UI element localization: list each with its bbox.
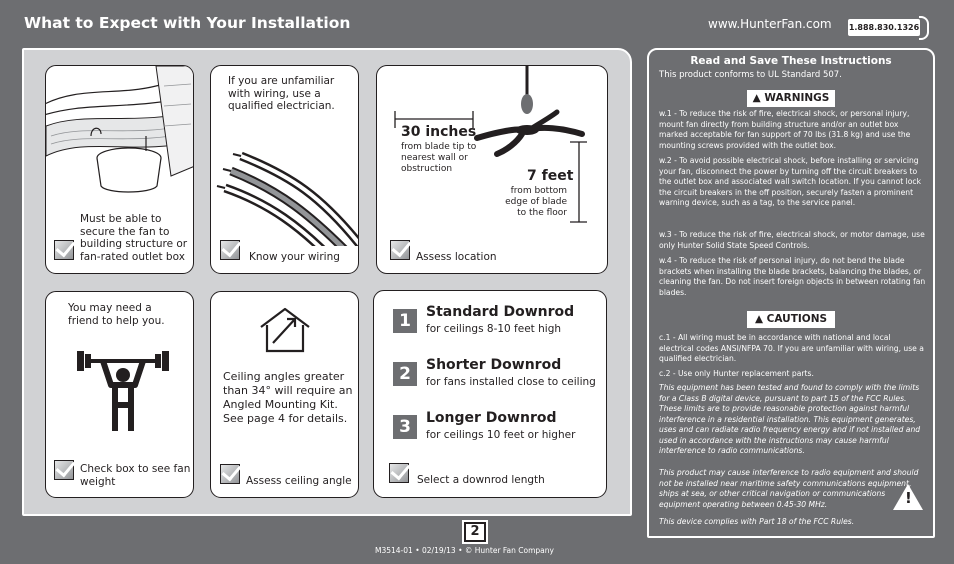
downrod-sub-3: for ceilings 10 feet or higher xyxy=(426,429,576,441)
footer-doc-info: M3514-01 • 02/19/13 • © Hunter Fan Company xyxy=(375,546,554,555)
sidebar-heading: Read and Save These Instructions xyxy=(690,55,892,67)
fan-weight-checkbox[interactable] xyxy=(54,460,74,480)
step-number-2: 2 xyxy=(393,362,417,386)
warning-triangle-icon: ▲ xyxy=(752,92,765,104)
card-mount xyxy=(45,65,194,274)
phone-number: 1.888.830.1326 xyxy=(848,19,920,36)
wiring-advice-text: If you are unfamiliar with wiring, use a qualified electrician. xyxy=(228,75,335,112)
ceiling-angle-checkbox[interactable] xyxy=(220,464,240,484)
page-number: 2 xyxy=(464,522,486,542)
warning-w3: w.3 - To reduce the risk of fire, electrical shock, or motor damage, use only Hunter Solid State Speed Controls. xyxy=(659,230,925,250)
distance-wall-desc: from blade tip to nearest wall or obstruction xyxy=(401,142,477,174)
step-number-3: 3 xyxy=(393,415,417,439)
location-check-label: Assess location xyxy=(416,251,497,263)
page-title: What to Expect with Your Installation xyxy=(24,14,351,32)
header-curl-decoration xyxy=(919,16,929,40)
warning-w4: w.4 - To reduce the risk of personal injury, do not bend the blade brackets when installing the blade brackets, balancing the blades, or cleaning the fan. Do not insert foreign objects in between rotating fan blades. xyxy=(659,256,926,297)
distance-floor-value: 7 feet xyxy=(527,168,574,184)
ceiling-angle-text: Ceiling angles greater than 34° will require an Angled Mounting Kit. See page 4 for details. xyxy=(223,370,353,425)
safety-sidebar xyxy=(647,48,935,538)
ul-statement: This product conforms to UL Standard 507. xyxy=(659,70,842,80)
friend-help-text: You may need a friend to help you. xyxy=(68,302,165,327)
ceiling-angle-check-label: Assess ceiling angle xyxy=(246,475,352,487)
downrod-sub-1: for ceilings 8-10 feet high xyxy=(426,323,562,335)
warnings-badge xyxy=(747,90,835,107)
warning-icon: ! xyxy=(893,484,923,510)
website-link[interactable]: www.HunterFan.com xyxy=(708,17,832,31)
card-downrod xyxy=(373,290,607,498)
warning-w2: w.2 - To avoid possible electrical shock, before installing or servicing your fan, disconnect the power by turning off the circuit breakers to the outlet box and associated wall switch location. If you cannot lock the circuit breakers in the off position, securely fasten a prominent warning device, such as a tag, to the service panel. xyxy=(659,156,921,207)
step-number-1: 1 xyxy=(393,309,417,333)
wires-illustration xyxy=(211,136,359,246)
warning-w1: w.1 - To reduce the risk of fire, electrical shock, or personal injury, mount fan directly from building structure and/or an outlet box marked acceptable for fan support of 70 lbs (31.8 kg) and use the mounting screws provided with the outlet box. xyxy=(659,109,911,150)
warnings-label: WARNINGS xyxy=(764,92,830,104)
card-friend xyxy=(45,291,194,498)
caution-c1: c.1 - All wiring must be in accordance with national and local electrical codes ANSI/NFPA 70. If you are unfamiliar with wiring, use a qualified electrician. xyxy=(659,333,924,363)
wiring-check-label: Know your wiring xyxy=(249,251,340,263)
mount-checkbox[interactable] xyxy=(54,240,74,260)
downrod-title-2: Shorter Downrod xyxy=(426,357,562,373)
fcc-statement-1: This equipment has been tested and found to comply with the limits for a Class B digital device, pursuant to part 15 of the FCC Rules. These limits are to provide reasonable protection against harmful interference in a residential installation. This equipment generates, uses and can radiate radio frequency energy and if not installed and used in accordance with the instructions may cause harmful interference to radio communications. xyxy=(659,383,921,455)
cautions-badge xyxy=(747,311,835,328)
wiring-checkbox[interactable] xyxy=(220,240,240,260)
cautions-label: CAUTIONS xyxy=(766,313,828,325)
ceiling-mount-illustration xyxy=(46,66,194,216)
card-location xyxy=(376,65,608,274)
fcc-statement-3: This device complies with Part 18 of the FCC Rules. xyxy=(659,517,855,526)
downrod-check-label: Select a downrod length xyxy=(417,474,545,486)
downrod-title-1: Standard Downrod xyxy=(426,304,575,320)
distance-wall-value: 30 inches xyxy=(401,124,477,140)
weightlifter-icon xyxy=(73,345,173,435)
installation-panel xyxy=(22,48,632,516)
mount-requirement-text: Must be able to secure the fan to building structure or fan-rated outlet box xyxy=(80,213,188,263)
downrod-checkbox[interactable] xyxy=(389,463,409,483)
card-wiring xyxy=(210,65,359,274)
caution-triangle-icon: ▲ xyxy=(754,313,767,325)
distance-floor-desc: from bottom edge of blade to the floor xyxy=(505,186,567,218)
fcc-statement-2: This product may cause interference to radio equipment and should not be installed near maritime safety communications equipment, ships at sea, or other critical navigation or communications equipment operating between 0.45-30 MHz. xyxy=(659,468,919,509)
downrod-sub-2: for fans installed close to ceiling xyxy=(426,376,596,388)
fan-weight-check-label: Check box to see fan weight xyxy=(80,463,191,488)
location-checkbox[interactable] xyxy=(390,240,410,260)
angled-house-icon xyxy=(255,305,315,355)
caution-c2: c.2 - Use only Hunter replacement parts. xyxy=(659,369,814,378)
card-ceiling-angle xyxy=(210,291,359,498)
downrod-title-3: Longer Downrod xyxy=(426,410,557,426)
